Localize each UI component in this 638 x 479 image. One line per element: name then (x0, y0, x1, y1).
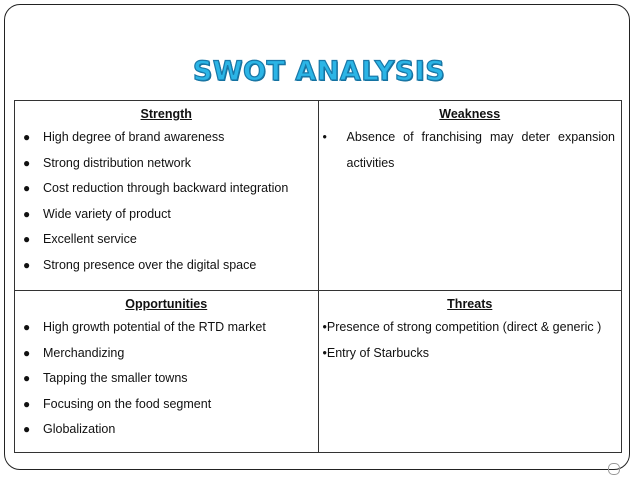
list-item (15, 392, 318, 418)
threats-heading: Threats (447, 297, 493, 311)
list-item (15, 227, 318, 253)
strength-item-text: Strong distribution network (43, 155, 191, 170)
opportunity-item-text: Tapping the smaller towns (43, 371, 188, 385)
slide-marker-icon (608, 463, 620, 475)
weakness-item-text: Absence of franchising may deter expansion activities (346, 130, 615, 170)
threat-item: •Presence of strong competition (direct & generic ) (322, 320, 602, 334)
bullet-icon: ● (23, 371, 31, 385)
bullet-icon: ● (23, 345, 31, 360)
swot-table (14, 100, 622, 453)
threats-cell (318, 291, 622, 453)
strength-item-text: Cost reduction through backward integration (43, 181, 289, 195)
bullet-icon: • (322, 130, 327, 144)
strength-cell (15, 101, 319, 291)
bullet-icon: ● (23, 320, 31, 334)
strength-heading: Strength (140, 107, 192, 121)
opportunities-heading: Opportunities (125, 297, 208, 311)
bullet-icon: ● (23, 181, 31, 195)
strength-item-text: High degree of brand awareness (43, 130, 225, 144)
page-title: SWOT ANALYSIS (192, 56, 446, 87)
opportunity-item-text: Merchandizing (43, 345, 125, 360)
weakness-cell (318, 101, 622, 291)
weakness-heading: Weakness (439, 107, 501, 121)
bullet-icon: ● (23, 206, 31, 221)
opportunity-item-text: Focusing on the food segment (43, 396, 212, 411)
list-item (15, 151, 318, 177)
list-item (15, 315, 318, 341)
bullet-icon: ● (23, 422, 31, 436)
list-item (15, 417, 318, 443)
strength-item-text: Strong presence over the digital space (43, 257, 257, 272)
list-item (15, 125, 318, 151)
bullet-icon: ● (23, 396, 31, 411)
bullet-icon: ● (23, 257, 31, 272)
opportunities-list (15, 315, 318, 443)
opportunity-item-text: Globalization (43, 422, 116, 436)
strength-item-text: Wide variety of product (43, 206, 171, 221)
list-item (15, 202, 318, 228)
threat-item: •Entry of Starbucks (322, 345, 430, 360)
list-item (15, 366, 318, 392)
strength-item-text: Excellent service (43, 232, 137, 246)
bullet-icon: ● (23, 232, 31, 246)
list-item (15, 253, 318, 279)
list-item (319, 125, 622, 176)
list-item (15, 341, 318, 367)
bullet-icon: ● (23, 155, 31, 170)
bullet-icon: ● (23, 130, 31, 144)
opportunities-cell (15, 291, 319, 453)
opportunity-item-text: High growth potential of the RTD market (43, 320, 266, 334)
strength-list (15, 125, 318, 278)
list-item (15, 176, 318, 202)
